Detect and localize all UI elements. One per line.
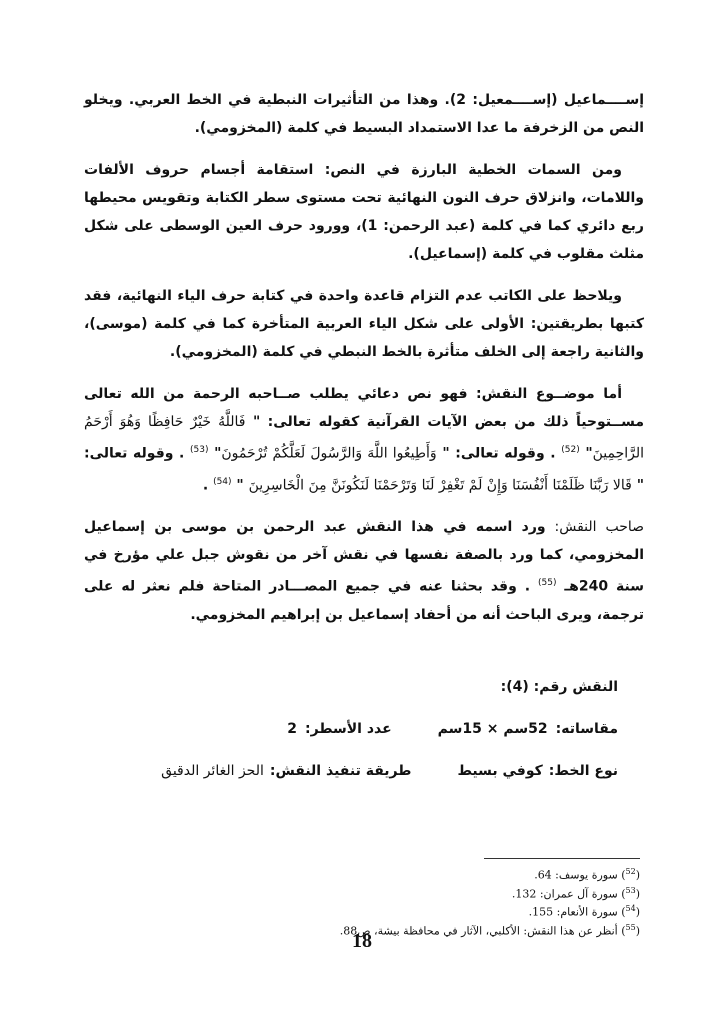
- author-lead: صاحب النقش:: [545, 519, 645, 536]
- paragraph-1: إســــماعيل (إســــمعيل: 2). وهذا من التأثيرات النبطية في الخط العربي. ويخلو النص من الزخرفة ما عدا الاستمداد البسيط في كلمة (المخزومي).: [84, 92, 645, 136]
- footnote-54-number: 54: [625, 904, 636, 914]
- paragraph-4-mid-1: . وقوله تعالى: ": [442, 445, 556, 462]
- footnote-52-number: 52: [625, 867, 636, 876]
- footnote-53-text: سورة آل عمران: 132.: [511, 887, 618, 901]
- script-value: كوفي بسيط: [457, 763, 543, 779]
- paragraph-4-end: .: [202, 477, 209, 494]
- footnote-ref-54: (54): [213, 476, 232, 487]
- footnote-54-text: سورة الأنعام: 155.: [528, 905, 618, 919]
- lines-label: عدد الأسطر:: [305, 721, 392, 737]
- paragraph-5: [84, 513, 644, 629]
- quran-quote-3: قَالا رَبَّنَا ظَلَمْنَا أَنْفُسَنَا وَإِنْ لَمْ تَغْفِرْ لَنَا وَتَرْحَمْنَا لَنَكُونَنَّ مِنَ الْخَاسِرِينَ: [248, 477, 632, 494]
- quran-quote-2: وَأَطِيعُوا اللَّهَ وَالرَّسُولَ لَعَلَّكُمْ تُرْحَمُونَ: [221, 445, 437, 462]
- page-number: 18: [352, 930, 372, 952]
- footnote-52: ($^{52}$) سورة يوسف: 64.: [534, 867, 640, 882]
- paragraph-4: أما موضــوع النقش: فهو نص دعائي يطلب صــاحبه الرحمة من الله تعالى مســتوحياً ذلك من بعض الآيات القرآنية كقوله تعالى: " فَاللَّهُ خَيْرٌ حَافِظًا وَهُوَ أَرْحَمُ الرَّاحِمِينَ" $^{(52)}$ . وقوله تعالى: " وَأَطِيعُوا اللَّهَ وَالرَّسُولَ لَعَلَّكُمْ تُرْحَمُونَ" $^{(53)}$ . وقوله تعالى: " قَالا رَبَّنَا ظَلَمْنَا أَنْفُسَنَا وَإِنْ لَمْ تَغْفِرْ لَنَا وَتَرْحَمْنَا لَنَكُونَنَّ مِنَ الْخَاسِرِينَ " $^{(54)}$ .: [84, 386, 645, 494]
- footnote-52-text: سورة يوسف: 64.: [534, 868, 618, 882]
- dimensions-label: مقاساته:: [555, 721, 618, 737]
- body-text: [84, 86, 644, 629]
- lines-value: 2: [287, 721, 298, 737]
- dimensions-value: 52سم × 15سم: [437, 721, 548, 737]
- method-value: الحز الغائر الدقيق: [161, 763, 264, 779]
- footnote-54: ($^{54}$) سورة الأنعام: 155.: [528, 904, 640, 919]
- footnote-divider: [484, 858, 640, 859]
- footnote-55: ($^{55}$) أنظر عن هذا النقش: الأكلبي، الآثار في محافظة بيشة، ص88.: [339, 922, 640, 938]
- paragraph-5-body: ورد اسمه في هذا النقش عبد الرحمن بن موسى بن إسماعيل المخزومي، كما ورد بالصفة نفسها في نقش آخر من نقوش جبل علي مؤرخ في سنة 240هـ: [84, 519, 645, 595]
- footnote-ref-53: (53): [190, 445, 209, 455]
- dimensions-row: [84, 718, 640, 740]
- paragraph-2: ومن السمات الخطية البارزة في النص: استقامة أجسام حروف الألفات واللامات، وانزلاق حرف النون النهائية تحت مستوى سطر الكتابة وتقويس محيطها ربع دائري كما في كلمة (عبد الرحمن: 1)، وورود حرف العين الوسطى على شكل مثلث مقلوب في كلمة (إسماعيل).: [84, 162, 644, 262]
- quran-quote-1: فَاللَّهُ خَيْرٌ حَافِظًا وَهُوَ أَرْحَمُ الرَّاحِمِينَ: [84, 414, 645, 462]
- footnote-55-number: 55: [625, 922, 636, 932]
- paragraph-4-intro: أما موضــوع النقش: فهو نص دعائي يطلب صــاحبه الرحمة من الله تعالى مســتوحياً ذلك من بعض الآيات القرآنية كقوله تعالى: ": [84, 386, 645, 430]
- script-row: [84, 760, 640, 782]
- footnote-ref-55: (55): [537, 578, 557, 589]
- inscription-heading: النقش رقم: (4):: [500, 679, 618, 695]
- paragraph-3: ويلاحظ على الكاتب عدم التزام قاعدة واحدة في كتابة حرف الياء النهائية، فقد كتبها بطريقتين: الأولى على شكل الياء العربية المتأخرة كما في كلمة (موسى)، والثانية راجعة إلى الخلف متأثرة بالخط النبطي في كلمة (المخزومي).: [84, 288, 644, 360]
- method-label: طريقة تنفيذ النقش:: [269, 763, 412, 779]
- footnote-53-number: 53: [625, 885, 636, 895]
- paragraph-4-mid-2: . وقوله تعالى: ": [84, 445, 644, 494]
- inscription-heading-row: [84, 676, 640, 698]
- footnote-53: ($^{53}$) سورة آل عمران: 132.: [511, 885, 640, 901]
- footnote-ref-52: (52): [561, 445, 580, 455]
- footnotes: [100, 864, 640, 939]
- script-label: نوع الخط:: [548, 763, 618, 779]
- footnote-55-text: أنظر عن هذا النقش: الأكلبي، الآثار في محافظة بيشة، ص88.: [339, 924, 618, 938]
- paragraph-5-tail: . وقد بحثنا عنه في جميع المصـــادر المتاحة فلم نعثر له على ترجمة، ويرى الباحث أنه من أحفاد إسماعيل بن إبراهيم المخزومي.: [84, 578, 644, 623]
